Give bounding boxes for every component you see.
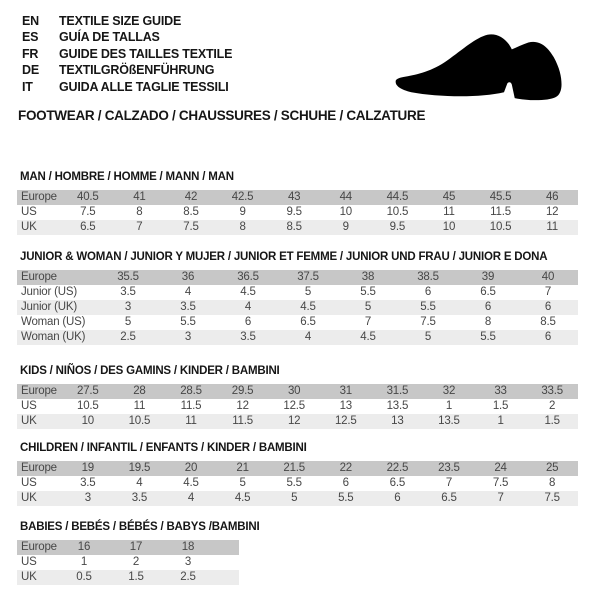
size-value: 11 <box>133 400 146 412</box>
size-value: 9 <box>239 206 246 218</box>
language-row-fr <box>22 46 232 62</box>
size-value: 1.5 <box>128 571 144 583</box>
size-value: 7.5 <box>80 206 96 218</box>
table-row <box>17 555 239 570</box>
size-value: 4 <box>244 301 252 313</box>
size-value: 25 <box>545 462 559 474</box>
size-value: 24 <box>494 462 507 474</box>
language-title: GUÍA DE TALLAS <box>59 30 160 45</box>
size-value: 13 <box>339 400 352 412</box>
size-value: 33 <box>494 385 507 397</box>
size-value: 7.5 <box>183 221 199 233</box>
size-value: 45 <box>442 191 456 203</box>
size-value: 6.5 <box>80 221 96 233</box>
section-junior-woman <box>17 251 578 345</box>
size-value: 28.5 <box>180 385 202 397</box>
size-value: 6.5 <box>300 316 316 328</box>
table-row <box>17 330 578 345</box>
row-label: US <box>21 477 37 489</box>
table-row <box>17 461 578 476</box>
size-value: 2 <box>132 556 140 568</box>
size-value: 6 <box>484 301 492 313</box>
size-value: 1 <box>445 400 453 412</box>
size-value: 23.5 <box>438 462 460 474</box>
table-row <box>17 315 578 330</box>
size-value: 5.5 <box>360 286 376 298</box>
size-value: 3.5 <box>80 477 96 489</box>
size-value: 7 <box>497 492 504 504</box>
size-value: 11 <box>443 206 455 218</box>
size-value: 10 <box>339 206 352 218</box>
row-label: Europe <box>21 541 57 553</box>
row-label: Europe <box>21 271 57 283</box>
size-value: 33.5 <box>541 385 563 397</box>
table-row <box>17 220 578 235</box>
size-value: 28 <box>133 385 146 397</box>
size-value: 7.5 <box>492 477 509 489</box>
size-table-children <box>17 461 578 506</box>
language-legend <box>22 13 232 95</box>
section-title: JUNIOR & WOMAN / JUNIOR Y MUJER / JUNIOR ET FEMME / JUNIOR UND FRAU / JUNIOR E DONA <box>20 251 548 263</box>
size-value: 44 <box>339 191 352 203</box>
size-value: 13.5 <box>386 400 409 412</box>
table-row <box>17 300 578 315</box>
size-value: 10.5 <box>77 400 99 412</box>
size-value: 1 <box>497 415 504 427</box>
size-value: 1.5 <box>492 400 509 412</box>
size-value: 8 <box>484 316 492 328</box>
table-row <box>17 270 578 285</box>
row-label: UK <box>21 571 37 583</box>
size-value: 21 <box>236 462 249 474</box>
size-value: 2.5 <box>120 331 136 343</box>
row-label: Europe <box>21 385 57 397</box>
section-title: CHILDREN / INFANTIL / ENFANTS / KINDER / BAMBINI <box>20 442 307 454</box>
size-value: 6 <box>424 286 432 298</box>
size-value: 6 <box>244 316 252 328</box>
size-value: 4 <box>136 477 143 489</box>
size-value: 30 <box>287 385 301 397</box>
table-row <box>17 399 578 414</box>
size-value: 5.5 <box>420 301 436 313</box>
size-value: 5.5 <box>180 316 196 328</box>
size-value: 42 <box>184 191 198 203</box>
language-title: TEXTILE SIZE GUIDE <box>59 14 182 28</box>
section-title: MAN / HOMBRE / HOMME / MANN / MAN <box>20 171 234 183</box>
language-code: FR <box>22 46 39 61</box>
size-table-man <box>17 190 578 235</box>
size-value: 3.5 <box>180 301 196 313</box>
row-label: US <box>21 556 37 568</box>
language-code: ES <box>22 30 39 45</box>
size-value: 19.5 <box>128 462 151 474</box>
section-title: BABIES / BEBÉS / BÉBÉS / BABYS /BAMBINI <box>20 521 260 533</box>
section-man <box>17 171 578 235</box>
size-value: 5 <box>239 477 246 489</box>
table-row <box>17 491 578 506</box>
size-value: 8.5 <box>183 206 199 218</box>
size-value: 3.5 <box>240 331 256 343</box>
size-value: 12.5 <box>334 415 357 427</box>
size-value: 43 <box>287 191 301 203</box>
size-value: 21.5 <box>283 462 305 474</box>
size-value: 6.5 <box>441 492 457 504</box>
size-value: 44.5 <box>386 191 409 203</box>
size-value: 6.5 <box>480 286 496 298</box>
size-value: 6 <box>544 301 552 313</box>
size-value: 11.5 <box>490 206 511 218</box>
size-value: 29.5 <box>231 385 254 397</box>
size-table-babies <box>17 540 239 585</box>
section-babies <box>17 521 259 585</box>
size-value: 1 <box>80 556 88 568</box>
size-value: 37.5 <box>297 271 319 283</box>
language-title: GUIDA ALLE TAGLIE TESSILI <box>59 79 229 94</box>
size-value: 7.5 <box>544 492 560 504</box>
section-kids <box>17 365 578 429</box>
language-row-de <box>22 62 232 78</box>
size-value: 11.5 <box>180 400 202 412</box>
size-value: 5.5 <box>338 492 354 504</box>
table-row <box>17 190 578 205</box>
size-value: 6 <box>544 331 552 343</box>
size-value: 22 <box>339 462 352 474</box>
size-value: 32 <box>442 385 456 397</box>
size-value: 41 <box>133 191 146 203</box>
size-value: 7.5 <box>420 316 436 328</box>
table-row <box>17 414 578 429</box>
size-value: 9 <box>342 221 349 233</box>
size-value: 3.5 <box>120 286 136 298</box>
language-code: IT <box>22 79 33 94</box>
size-value: 4.5 <box>300 301 316 313</box>
table-row <box>17 540 239 555</box>
table-row <box>17 285 578 300</box>
language-row-en <box>22 13 232 29</box>
size-value: 7 <box>544 286 552 298</box>
size-value: 5 <box>364 301 372 313</box>
row-label: Junior (UK) <box>21 301 77 313</box>
size-value: 11 <box>185 415 197 427</box>
size-value: 10 <box>81 415 94 427</box>
language-title: GUIDE DES TAILLES TEXTILE <box>59 46 233 61</box>
size-value: 5.5 <box>286 477 302 489</box>
size-table-kids <box>17 384 578 429</box>
size-value: 10 <box>442 221 456 233</box>
size-value: 8 <box>549 477 556 489</box>
size-value: 17 <box>129 541 143 553</box>
size-value: 8 <box>239 221 246 233</box>
size-value: 4 <box>184 286 192 298</box>
row-label: Europe <box>21 462 57 474</box>
size-value: 0.5 <box>76 571 92 583</box>
table-row <box>17 476 578 491</box>
size-value: 13.5 <box>438 415 460 427</box>
category-heading: FOOTWEAR / CALZADO / CHAUSSURES / SCHUHE / CALZATURE <box>18 108 426 123</box>
size-table-junior-woman <box>17 270 578 345</box>
size-value: 5 <box>424 331 432 343</box>
size-value: 7 <box>445 477 453 489</box>
size-value: 2.5 <box>180 571 196 583</box>
size-value: 19 <box>81 462 94 474</box>
size-value: 40.5 <box>77 191 99 203</box>
size-value: 9.5 <box>389 221 406 233</box>
size-value: 13 <box>391 415 404 427</box>
size-value: 3.5 <box>131 492 148 504</box>
size-value: 39 <box>481 271 495 283</box>
size-value: 1.5 <box>544 415 560 427</box>
size-value: 45.5 <box>489 191 512 203</box>
size-value: 12 <box>236 400 249 412</box>
size-value: 4.5 <box>240 286 256 298</box>
table-row <box>17 570 239 585</box>
size-value: 18 <box>181 541 195 553</box>
size-value: 31 <box>339 385 352 397</box>
language-row-it <box>22 79 232 95</box>
size-value: 9.5 <box>286 206 302 218</box>
size-value: 42.5 <box>231 191 254 203</box>
size-value: 11 <box>546 221 558 233</box>
size-value: 36 <box>181 271 195 283</box>
row-label: Europe <box>21 191 57 203</box>
size-value: 12 <box>545 206 559 218</box>
size-value: 8.5 <box>286 221 302 233</box>
table-row <box>17 205 578 220</box>
size-value: 4 <box>304 331 312 343</box>
size-value: 4 <box>187 492 195 504</box>
size-value: 8.5 <box>540 316 556 328</box>
row-label: US <box>21 206 37 218</box>
row-label: Junior (US) <box>21 286 77 298</box>
size-value: 38 <box>361 271 375 283</box>
size-value: 2 <box>549 400 556 412</box>
language-code: EN <box>22 14 39 28</box>
size-value: 12 <box>287 415 301 427</box>
size-value: 6 <box>394 492 401 504</box>
size-value: 6.5 <box>389 477 406 489</box>
size-value: 10.5 <box>489 221 512 233</box>
size-value: 7 <box>364 316 372 328</box>
section-children <box>17 442 578 506</box>
dress-shoe-icon <box>391 24 578 102</box>
size-value: 5 <box>124 316 132 328</box>
size-value: 8 <box>136 206 143 218</box>
size-value: 31.5 <box>386 385 409 397</box>
language-title: TEXTILGRÖßENFÜHRUNG <box>59 63 215 78</box>
size-value: 3 <box>184 331 192 343</box>
size-value: 3 <box>84 492 91 504</box>
size-value: 5 <box>291 492 298 504</box>
row-label: Woman (US) <box>21 316 86 328</box>
size-value: 20 <box>184 462 198 474</box>
size-value: 4.5 <box>183 477 199 489</box>
row-label: UK <box>21 221 37 233</box>
size-value: 3 <box>184 556 192 568</box>
size-value: 22.5 <box>386 462 409 474</box>
row-label: UK <box>21 415 37 427</box>
language-code: DE <box>22 63 39 78</box>
size-value: 4.5 <box>234 492 251 504</box>
size-value: 36.5 <box>237 271 259 283</box>
size-value: 40 <box>541 271 555 283</box>
size-value: 7 <box>136 221 143 233</box>
size-value: 46 <box>545 191 559 203</box>
row-label: US <box>21 400 37 412</box>
section-title: KIDS / NIÑOS / DES GAMINS / KINDER / BAMBINI <box>20 365 280 377</box>
size-value: 10.5 <box>386 206 409 218</box>
size-value: 11.5 <box>232 415 253 427</box>
size-value: 12.5 <box>283 400 305 412</box>
size-value: 6 <box>342 477 349 489</box>
size-value: 4.5 <box>360 331 376 343</box>
size-value: 5 <box>304 286 312 298</box>
size-value: 27.5 <box>77 385 99 397</box>
row-label: UK <box>21 492 37 504</box>
size-value: 16 <box>77 541 91 553</box>
language-row-es <box>22 29 232 45</box>
size-value: 5.5 <box>480 331 496 343</box>
row-label: Woman (UK) <box>21 331 86 343</box>
table-row <box>17 384 578 399</box>
size-value: 10.5 <box>128 415 151 427</box>
size-value: 38.5 <box>417 271 439 283</box>
size-value: 35.5 <box>117 271 139 283</box>
size-value: 3 <box>124 301 132 313</box>
